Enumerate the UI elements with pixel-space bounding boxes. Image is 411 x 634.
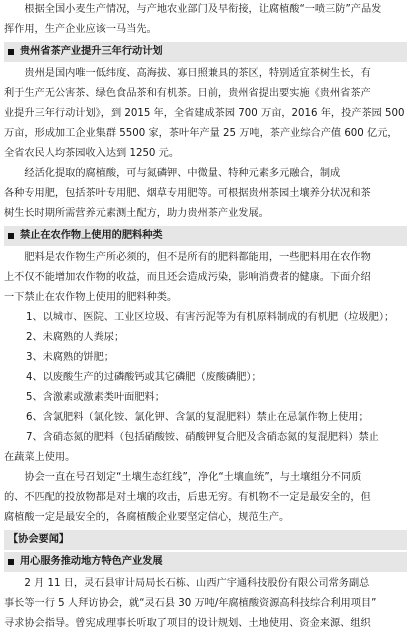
humic-acid-paragraph: [4, 164, 407, 224]
section-heading-text: 贵州省茶产业提升三年行动计划: [20, 46, 163, 57]
text-line: 万亩，形成加工企业集群 5500 家，茶叶年产量 25 万吨，茶产业综合产值 600 亿元，: [4, 128, 398, 139]
text-line: 树生长时期所需营养元素测土配方，助力贵州茶产业发展。: [4, 208, 269, 219]
text-line: 各种专用肥，包括茶叶专用肥、烟草专用肥等。可根据贵州茶园土壤养分状况和茶: [4, 188, 371, 199]
list-item: 7、含硝态氮的肥料（包括硝酸铵、硝酸钾复合肥及含硝态氮的复混肥料）禁止: [26, 432, 379, 443]
list-item: 5、含激素或激素类叶面肥料；: [26, 392, 165, 403]
text-line: 肥料是农作物生产所必须的，但不是所有的肥料都能用，一些肥料用在农作物: [24, 252, 371, 263]
text-line: 2 月 11 日，灵石县审计局局长石栋、山西广宇通科技股份有限公司常务副总: [24, 578, 370, 589]
tea-plan-paragraph: [4, 64, 407, 164]
list-item: 1、以城市、医院、工业区垃圾、有害污泥等为有机原料制成的有机肥（垃圾肥）；: [26, 312, 395, 323]
text-line: 的、不匹配的投放物都是对土壤的攻击，后患无穷。有机物不一定是最安全的，但: [4, 492, 371, 503]
text-line: 根据全国小麦生产情况，与产地农业部门及早衔接，让腐植酸“一喷三防”产品发: [24, 4, 382, 15]
text-line: 寻求协会指导。曾宪成理事长听取了项目的设计规划、土地使用、资金来源、组织: [4, 618, 371, 629]
text-line: 一下禁止在农作物上使用的肥料种类。: [4, 292, 178, 303]
text-line: 协会一直在号召划定“土壤生态红线”，净化“土壤血统”，与土壤组分不同质: [24, 472, 362, 483]
section-heading-tea-industry: [4, 42, 407, 62]
text-line: 利于生产无公害茶、绿色食品茶和有机茶。日前，贵州省提出要实施《贵州省茶产: [4, 88, 371, 99]
list-item: 3、未腐熟的饼肥；: [26, 352, 114, 363]
text-line: 贵州是国内唯一低纬度、高海拔、寡日照兼具的茶区，特别适宜茶树生长，有: [24, 68, 371, 79]
text-line: 业提升三年行动计划》，到 2015 年，全省建成茶园 700 万亩，2016 年，投产茶园 500: [4, 108, 405, 119]
text-line: 经活化提取的腐植酸，可与氮磷钾、中微量、特种元素多元融合，制成: [24, 168, 341, 179]
news-tag: 【协会要闻】: [8, 534, 70, 545]
square-bullet-icon: [8, 49, 14, 55]
section-heading-banned-fertilizers: [4, 226, 407, 246]
list-item-continuation: 在蔬菜上使用。: [4, 452, 76, 463]
text-line: 事长等一行 5 人拜访协会，就“灵石县 30 万吨/年腐植酸资源高科技综合利用项目”: [4, 598, 377, 609]
text-line: 上不仅不能增加农作物的收益，而且还会造成污染，影响消费者的健康。下面介绍: [4, 272, 371, 283]
visit-paragraph: [4, 574, 407, 634]
list-item: 2、未腐熟的人粪尿；: [26, 332, 125, 343]
list-item: 6、含氯肥料（氯化铵、氯化钾、含氯的复混肥料）禁止在忌氯作物上使用；: [26, 412, 369, 423]
square-bullet-icon: [8, 559, 14, 565]
section-heading-text: 用心服务推动地方特色产业发展: [20, 556, 163, 567]
text-line: 挥作用，生产企业应该一马当先。: [4, 24, 157, 35]
association-paragraph: [4, 468, 407, 528]
news-tag-bar: [4, 530, 407, 550]
section-heading-text: 禁止在农作物上使用的肥料种类: [20, 230, 163, 241]
square-bullet-icon: [8, 233, 14, 239]
intro-paragraph: [4, 0, 407, 40]
banned-fertilizer-list: [4, 308, 407, 468]
section-heading-local-industry: [4, 552, 407, 572]
list-item: 4、以废酸生产的过磷酸钙或其它磷肥（废酸磷肥）；: [26, 372, 262, 383]
text-line: 腐植酸一定是最安全的，各腐植酸企业要坚定信心，规范生产。: [4, 512, 290, 523]
text-line: 全省农民人均茶园收入达到 1250 元。: [4, 148, 180, 159]
fertilizer-intro-paragraph: [4, 248, 407, 308]
